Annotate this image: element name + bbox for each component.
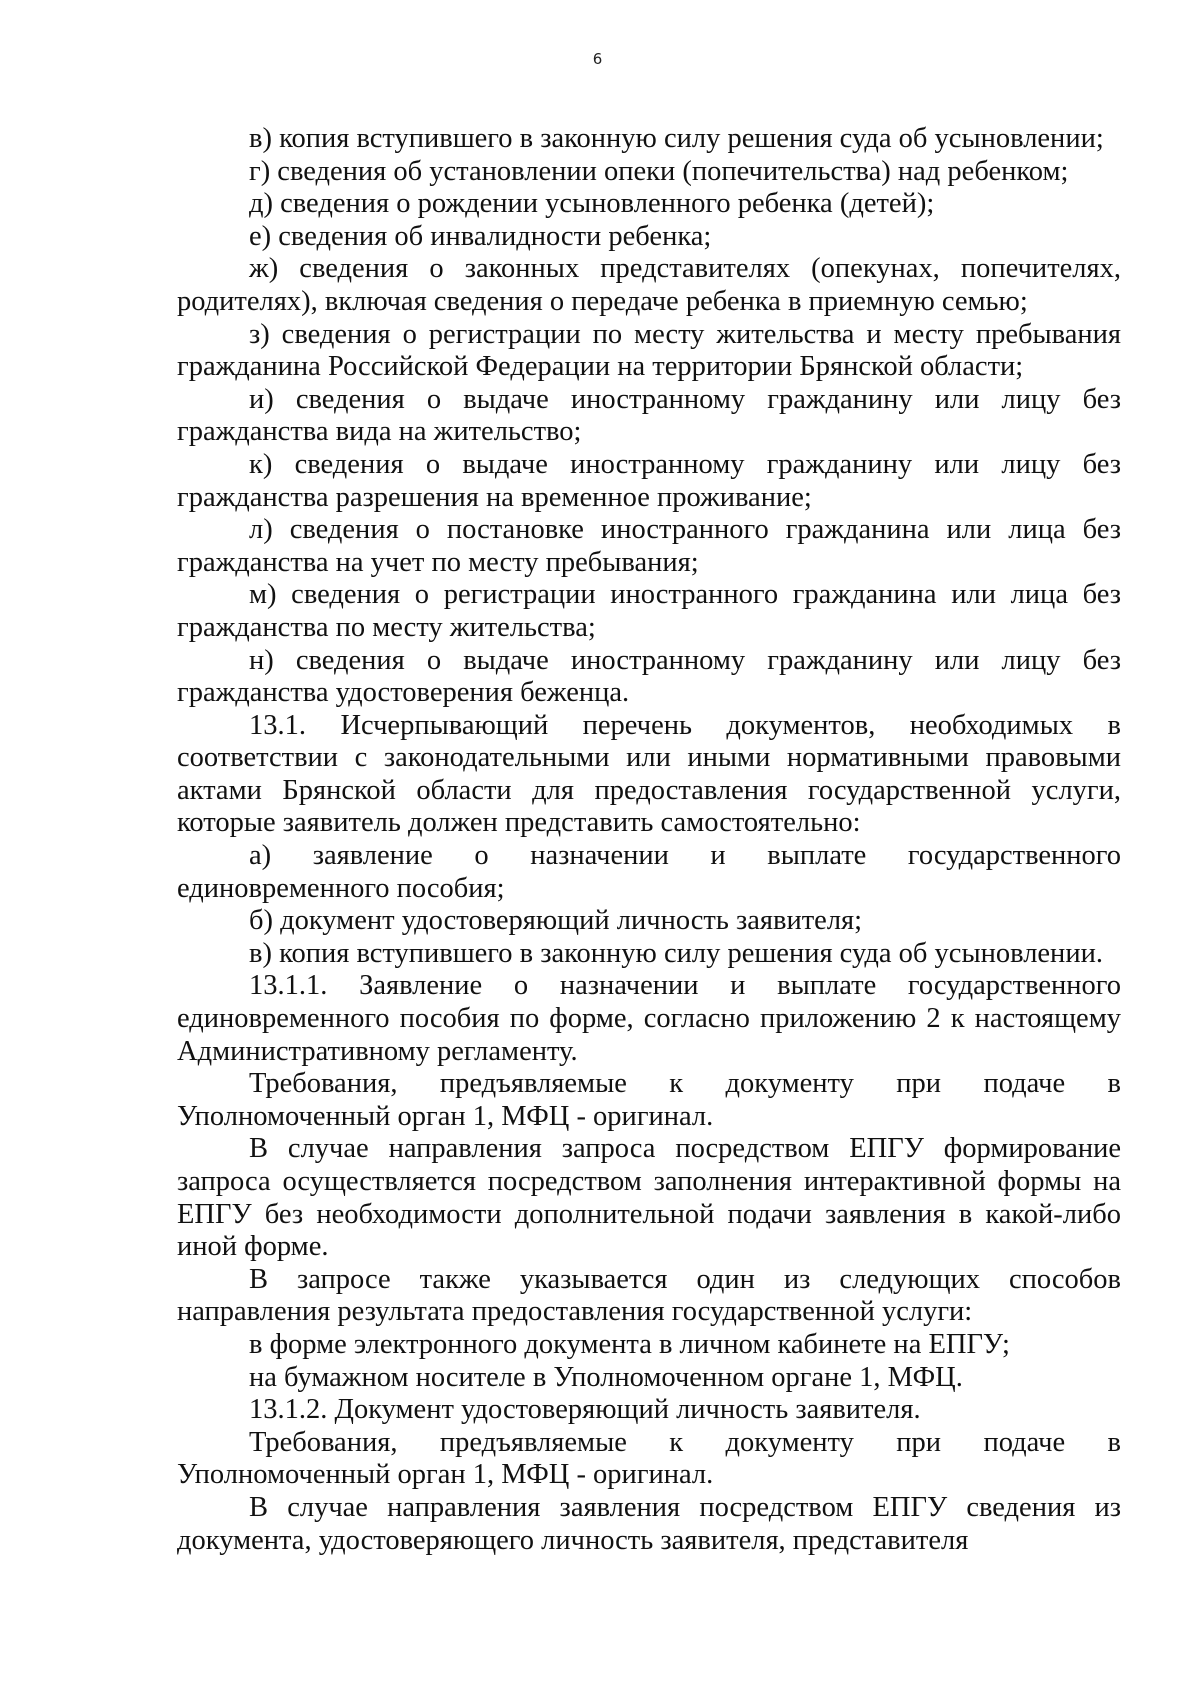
paragraph-section-13-1-1: 13.1.1. Заявление о назначении и выплате государственного единовременного пособия по форме, согласно приложению 2 к настоящему Административному регламенту. [177,970,1121,1067]
paragraph-item-d: д) сведения о рождении усыновленного ребенка (детей); [249,188,935,220]
paragraph-epgu-identity: В случае направления заявления посредством ЕПГУ сведения из документа, удостоверяющего личность заявителя, представителя [177,1491,1121,1556]
paragraph-requirements-1: Требования, предъявляемые к документу при подаче в Уполномоченный орган 1, МФЦ - оригинал. [177,1068,1121,1132]
paragraph-item-b: б) документ удостоверяющий личность заявителя; [249,905,863,937]
paragraph-item-v-2: в) копия вступившего в законную силу решения суда об усыновлении. [249,937,1103,969]
paragraph-section-13-1: 13.1. Исчерпывающий перечень документов, необходимых в соответствии с законодательными или иными нормативными правовыми актами Брянской области для предоставления государственной услуги, которые заявитель должен представить самостоятельно: [177,709,1121,839]
paragraph-result-methods: В запросе также указывается один из следующих способов направления результата предоставления государственной услуги: [177,1263,1121,1328]
paragraph-section-13-1-2: 13.1.2. Документ удостоверяющий личность заявителя. [249,1394,921,1426]
paragraph-item-i: и) сведения о выдаче иностранному гражданину или лицу без гражданства вида на жительство; [177,383,1121,448]
paragraph-item-a: а) заявление о назначении и выплате государственного единовременного пособия; [177,840,1121,904]
paragraph-item-zh: ж) сведения о законных представителях (опекунах, попечителях, родителях), включая сведения о передаче ребенка в приемную семью; [177,253,1121,317]
paragraph-item-g: г) сведения об установлении опеки (попечительства) над ребенком; [249,155,1069,187]
paragraph-requirements-2: Требования, предъявляемые к документу при подаче в Уполномоченный орган 1, МФЦ - оригинал. [177,1426,1121,1491]
paragraph-epgu-request: В случае направления запроса посредством ЕПГУ формирование запроса осуществляется посредством заполнения интерактивной формы на ЕПГУ без необходимости дополнительной подачи заявления в какой-либо иной форме. [177,1133,1121,1263]
paragraph-method-paper: на бумажном носителе в Уполномоченном органе 1, МФЦ. [249,1361,963,1393]
paragraph-item-n: н) сведения о выдаче иностранному гражданину или лицу без гражданства удостоверения беженца. [177,644,1121,709]
paragraph-item-v: в) копия вступившего в законную силу решения суда об усыновлении; [249,123,1104,154]
page-number: 6 [592,50,603,68]
paragraph-item-l: л) сведения о постановке иностранного гражданина или лица без гражданства на учет по месту пребывания; [177,514,1121,578]
document-body [177,123,1121,1557]
paragraph-item-k: к) сведения о выдаче иностранному гражданину или лицу без гражданства разрешения на временное проживание; [177,448,1121,513]
paragraph-item-z: з) сведения о регистрации по месту жительства и месту пребывания гражданина Российской Федерации на территории Брянской области; [177,318,1121,383]
paragraph-item-m: м) сведения о регистрации иностранного гражданина или лица без гражданства по месту жительства; [177,579,1121,643]
paragraph-method-electronic: в форме электронного документа в личном кабинете на ЕПГУ; [249,1328,1010,1360]
paragraph-item-e: е) сведения об инвалидности ребенка; [249,220,712,252]
